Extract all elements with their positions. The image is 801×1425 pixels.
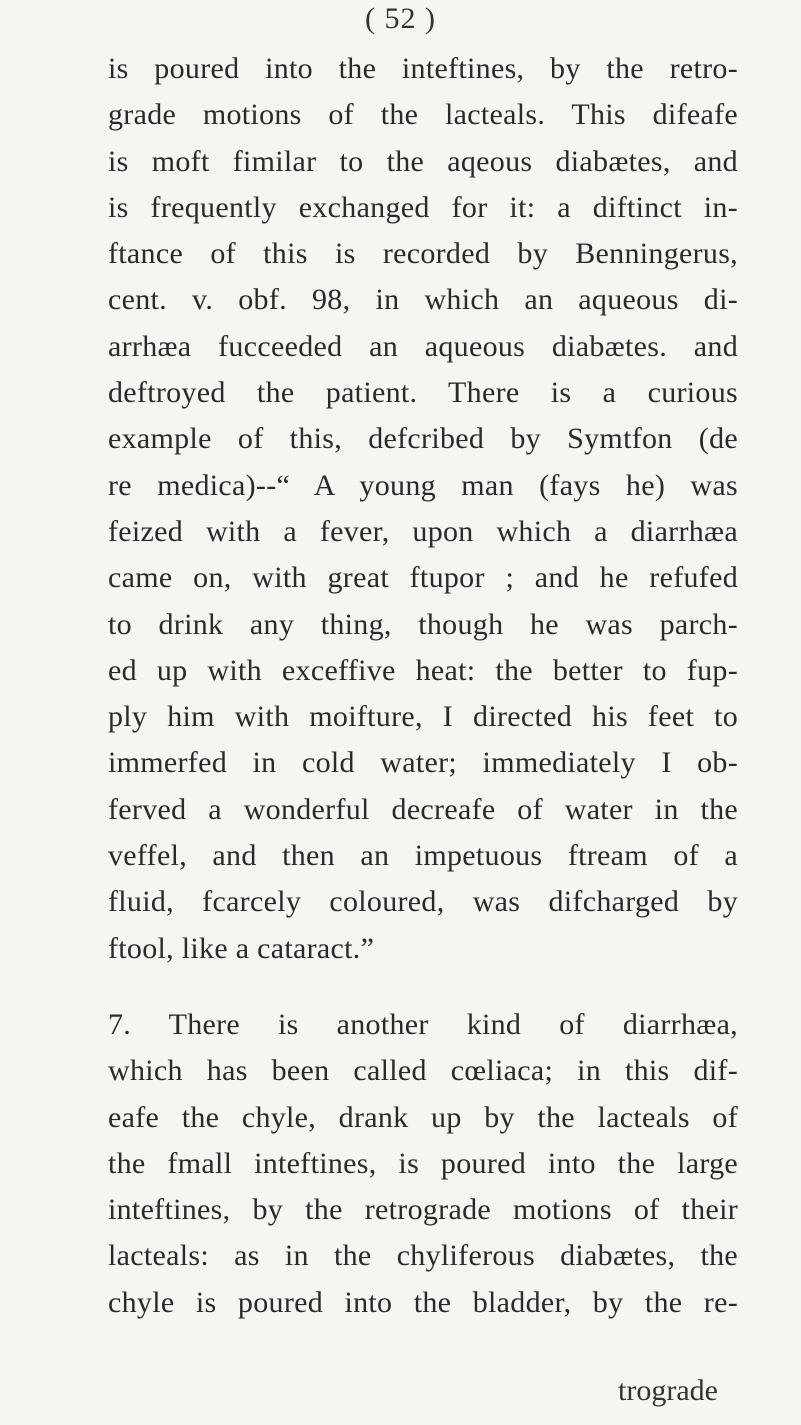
text-line: eafe the chyle, drank up by the lacteals of — [108, 1100, 738, 1134]
text-line: cent. v. obf. 98, in which an aqueous di- — [108, 283, 738, 317]
text-line: is poured into the inteftines, by the retro- — [108, 52, 738, 85]
text-line: fluid, fcarcely coloured, was difcharged by — [108, 885, 738, 919]
text-line: re medica)--“ A young man (fays he) was — [108, 468, 738, 502]
text-line: came on, with great ftupor ; and he refufed — [108, 561, 738, 595]
text-line: ftance of this is recorded by Benningerus, — [108, 237, 738, 271]
text-line: the fmall inteftines, is poured into the large — [108, 1146, 738, 1180]
text-line: ed up with exceffive heat: the better to fup- — [108, 653, 738, 687]
catchword: trograde — [618, 1374, 718, 1407]
text-line: deftroyed the patient. There is a curious — [108, 376, 738, 410]
text-line: ply him with moifture, I directed his feet to — [108, 700, 738, 734]
text-line: 7. There is another kind of diarrhæa, — [108, 1007, 738, 1041]
body-text — [108, 46, 738, 1326]
text-line: chyle is poured into the bladder, by the re- — [108, 1285, 738, 1319]
text-line: is frequently exchanged for it: a diftinct in- — [108, 190, 738, 224]
text-line: ferved a wonderful decreafe of water in the — [108, 792, 738, 826]
text-line: veffel, and then an impetuous ftream of a — [108, 839, 738, 873]
text-line: to drink any thing, though he was parch- — [108, 607, 738, 641]
text-line: lacteals: as in the chyliferous diabætes, the — [108, 1239, 738, 1273]
text-line: ftool, like a cataract.” — [108, 931, 375, 965]
text-line: example of this, defcribed by Symtfon (de — [108, 422, 738, 456]
text-line: grade motions of the lacteals. This difeafe — [108, 98, 738, 132]
text-line: inteftines, by the retrograde motions of their — [108, 1193, 738, 1227]
paragraph — [108, 1002, 738, 1326]
text-line: arrhæa fucceeded an aqueous diabætes. and — [108, 329, 738, 363]
text-line: is moft fimilar to the aqeous diabætes, and — [108, 144, 738, 178]
page-number: ( 52 ) — [365, 2, 436, 35]
paragraph — [108, 46, 738, 972]
paragraph-gap — [108, 972, 738, 1002]
text-line: which has been called cœliaca; in this dif- — [108, 1054, 738, 1088]
text-line: feized with a fever, upon which a diarrhæa — [108, 514, 738, 548]
text-line: immerfed in cold water; immediately I ob- — [108, 746, 738, 780]
